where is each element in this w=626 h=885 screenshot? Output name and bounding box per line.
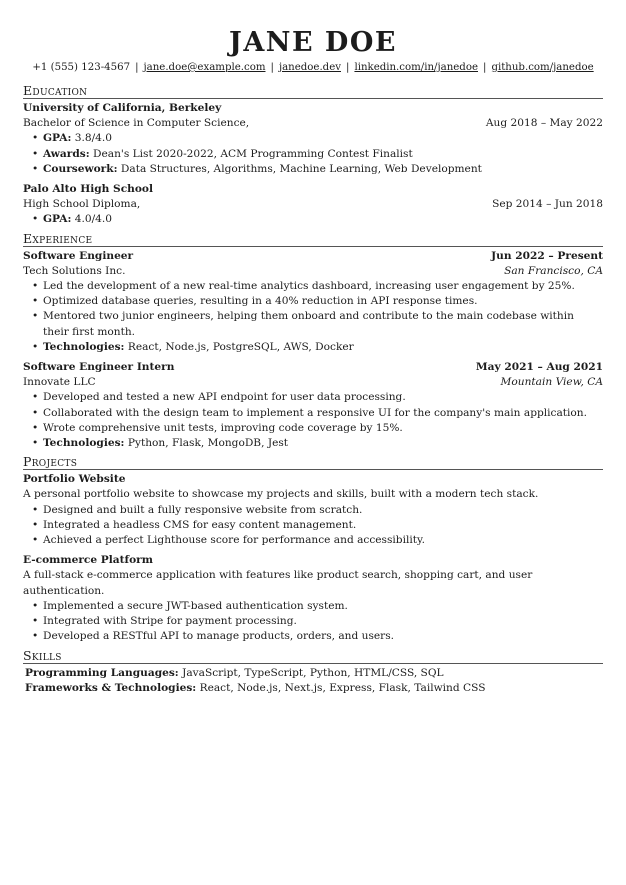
list-item: • Designed and built a fully responsive website from scratch. (43, 503, 603, 518)
education-details (23, 212, 603, 227)
list-item: • Mentored two junior engineers, helping them onboard and contribute to the main codebase within their first month. (43, 309, 603, 339)
list-item: • Implemented a secure JWT-based authentication system. (43, 599, 603, 614)
project-entry (23, 472, 603, 548)
separator: | (135, 62, 139, 73)
section-title-skills: Skills (23, 649, 603, 664)
education-entry (23, 101, 603, 177)
website-link[interactable]: janedoe.dev (278, 62, 341, 73)
company-name: Tech Solutions Inc. (23, 264, 126, 277)
job-title: Software Engineer Intern (23, 361, 175, 374)
phone-number: +1 (555) 123-4567 (32, 62, 131, 73)
separator: | (346, 62, 350, 73)
detail-text: Dean's List 2020-2022, ACM Programming Contest Finalist (89, 147, 413, 160)
skill-row (25, 681, 603, 696)
school-name: Palo Alto High School (23, 183, 154, 196)
candidate-name: JANE DOE (229, 27, 397, 58)
project-name: E-commerce Platform (23, 554, 153, 567)
list-item: • Developed a RESTful API to manage products, orders, and users. (43, 629, 603, 644)
school-name: University of California, Berkeley (23, 102, 222, 114)
job-location: San Francisco, CA (504, 264, 603, 277)
list-item (43, 340, 603, 355)
separator: | (483, 62, 487, 73)
section-title-experience: Experience (23, 232, 603, 247)
skill-label: Frameworks & Technologies: (25, 681, 197, 694)
tech-label: Technologies: (43, 340, 125, 353)
detail-text: Data Structures, Algorithms, Machine Learning, Web Development (117, 162, 482, 175)
project-description: A full-stack e-commerce application with features like product search, shopping cart, and user authentication. (23, 569, 533, 597)
tech-list: React, Node.js, PostgreSQL, AWS, Docker (124, 340, 354, 353)
list-item: • Integrated a headless CMS for easy content management. (43, 518, 603, 533)
degree: High School Diploma, (23, 198, 141, 211)
section-title-projects: Projects (23, 455, 603, 470)
job-title: Software Engineer (23, 249, 134, 262)
list-item: • Integrated with Stripe for payment processing. (43, 614, 603, 629)
list-item: • Optimized database queries, resulting in a 40% reduction in API response times. (43, 294, 603, 309)
experience-bullets (23, 279, 603, 355)
detail-label: GPA: (43, 213, 72, 226)
list-item: • Developed and tested a new API endpoint for user data processing. (43, 390, 603, 405)
list-item (43, 131, 603, 146)
separator: | (270, 62, 274, 73)
list-item (43, 436, 603, 451)
education-dates: Aug 2018 – May 2022 (485, 117, 603, 130)
list-item: • Wrote comprehensive unit tests, improving code coverage by 15%. (43, 421, 603, 436)
list-item: • Achieved a perfect Lighthouse score for performance and accessibility. (43, 533, 603, 548)
section-title-education: Education (23, 84, 603, 99)
education-section (23, 84, 603, 228)
project-description: A personal portfolio website to showcase my projects and skills, built with a modern tech stack. (23, 488, 539, 501)
experience-bullets (23, 390, 603, 451)
github-link[interactable]: github.com/janedoe (491, 62, 594, 73)
skills-list (23, 666, 603, 696)
job-dates: May 2021 – Aug 2021 (475, 361, 603, 374)
tech-label: Technologies: (43, 437, 125, 450)
project-bullets (23, 503, 603, 549)
email-link[interactable]: jane.doe@example.com (143, 62, 266, 73)
skills-section (23, 649, 603, 696)
skill-text: JavaScript, TypeScript, Python, HTML/CSS, SQL (178, 666, 444, 679)
detail-text: 4.0/4.0 (71, 213, 113, 226)
tech-list: Python, Flask, MongoDB, Jest (124, 437, 289, 450)
experience-entry (23, 249, 603, 355)
job-location: Mountain View, CA (500, 376, 603, 389)
list-item: • Led the development of a new real-time analytics dashboard, increasing user engagement by 25%. (43, 279, 603, 294)
degree: Bachelor of Science in Computer Science, (23, 117, 250, 130)
detail-label: Awards: (43, 147, 90, 160)
skill-row (25, 666, 603, 681)
job-dates: Jun 2022 – Present (491, 249, 603, 262)
skill-label: Programming Languages: (25, 666, 179, 679)
education-entry (23, 182, 603, 228)
experience-section (23, 232, 603, 452)
experience-entry (23, 360, 603, 451)
detail-label: GPA: (43, 132, 72, 145)
detail-text: 3.8/4.0 (71, 132, 113, 145)
education-details (23, 131, 603, 177)
education-dates: Sep 2014 – Jun 2018 (492, 198, 603, 211)
company-name: Innovate LLC (23, 376, 96, 389)
detail-label: Coursework: (43, 162, 118, 175)
project-entry (23, 553, 603, 644)
list-item: • Collaborated with the design team to implement a responsive UI for the company's main application. (43, 406, 603, 421)
projects-section (23, 455, 603, 644)
skill-text: React, Node.js, Next.js, Express, Flask, Tailwind CSS (196, 681, 486, 694)
linkedin-link[interactable]: linkedin.com/in/janedoe (354, 62, 478, 73)
project-name: Portfolio Website (23, 473, 126, 486)
project-bullets (23, 599, 603, 645)
list-item (43, 162, 603, 177)
list-item (43, 212, 603, 227)
list-item (43, 147, 603, 162)
contact-line (23, 61, 603, 75)
